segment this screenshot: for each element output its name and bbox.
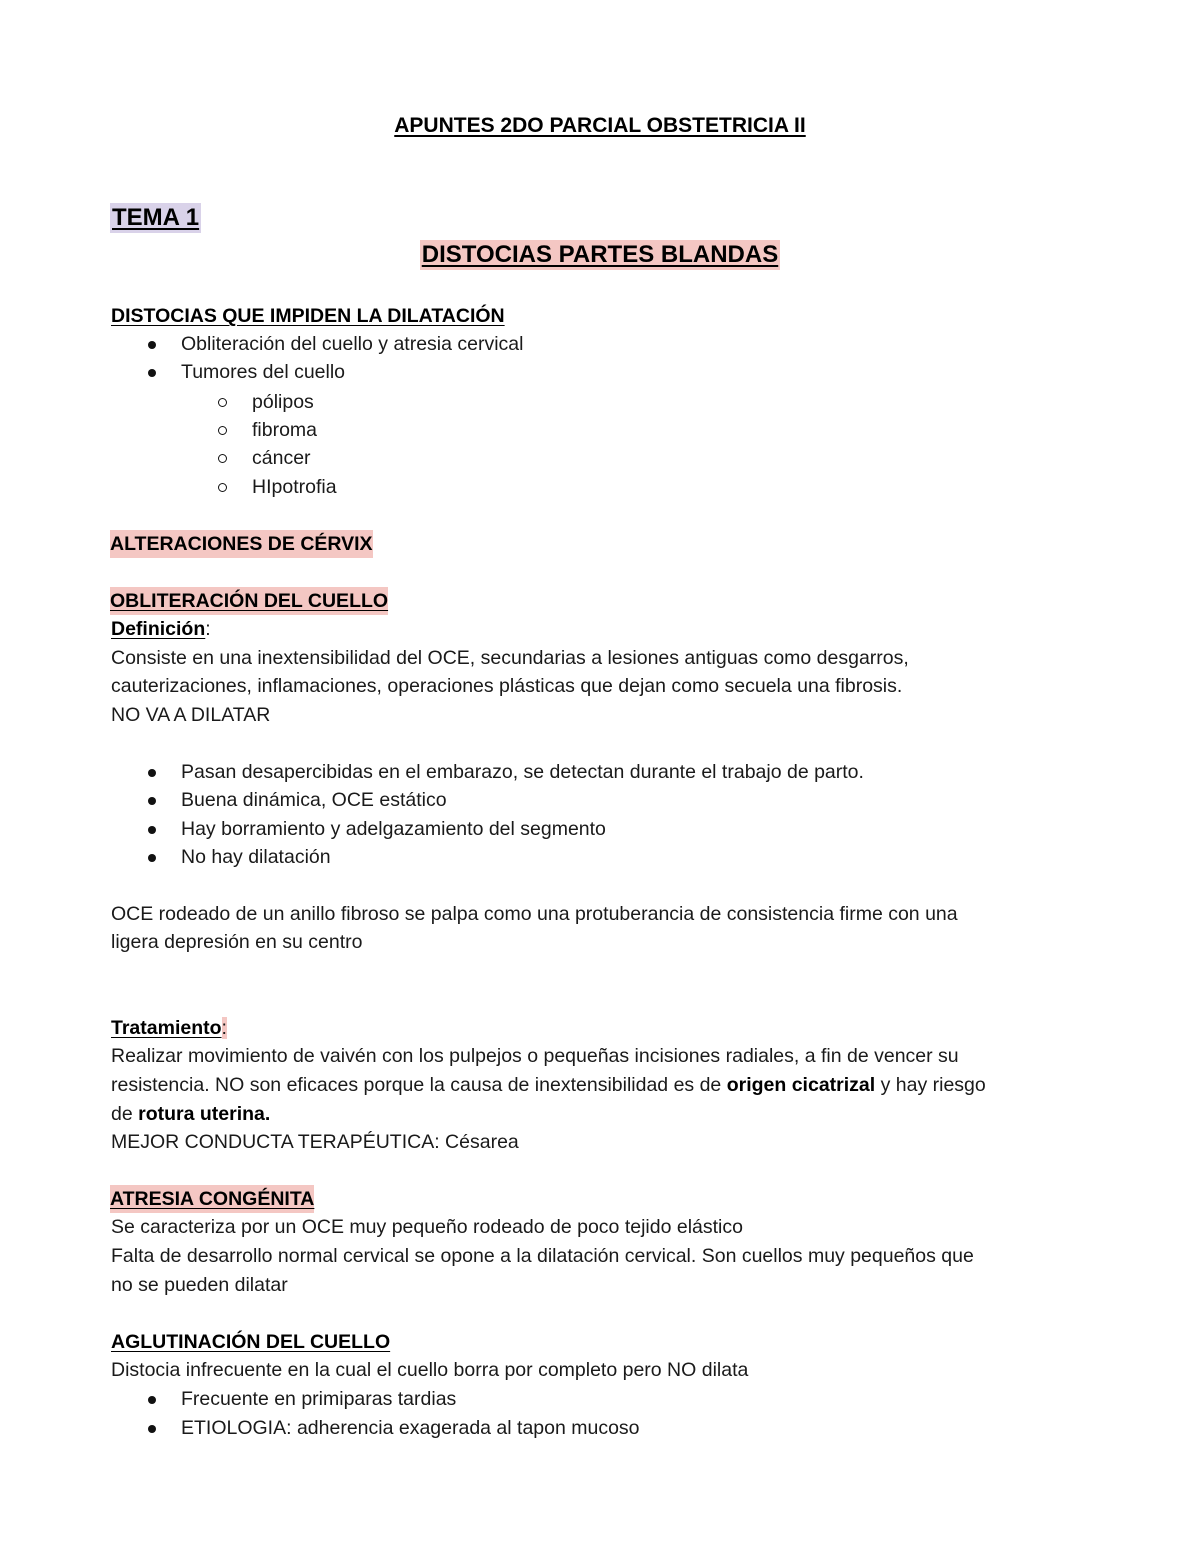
paragraph-line: ligera depresión en su centro [111,931,363,953]
bullet-dot [148,1396,156,1404]
paragraph-line: Se caracteriza por un OCE muy pequeño rodeado de poco tejido elástico [111,1216,743,1238]
list-item: Obliteración del cuello y atresia cervical [181,333,524,355]
paragraph-line: no se pueden dilatar [111,1274,288,1296]
section-heading-cervix: ALTERACIONES DE CÉRVIX [110,530,373,558]
section-heading-atresia: ATRESIA CONGÉNITA [110,1185,314,1213]
list-item: Hay borramiento y adelgazamiento del segmento [181,818,606,840]
list-item: No hay dilatación [181,846,331,868]
text-run: y hay riesgo [875,1074,986,1096]
bullet-dot [148,769,156,777]
sub-list-item: fibroma [252,419,318,441]
document-title: APUNTES 2DO PARCIAL OBSTETRICIA II [394,114,806,137]
definition-label: Definición [111,618,206,640]
paragraph-line: MEJOR CONDUCTA TERAPÉUTICA: Césarea [111,1131,519,1153]
bullet-dot [148,797,156,805]
section-heading-obliteracion: OBLITERACIÓN DEL CUELLO [110,587,388,615]
paragraph-line: Distocia infrecuente en la cual el cuello borra por completo pero NO dilata [111,1359,749,1381]
bullet-circle [218,398,227,407]
paragraph-line: Realizar movimiento de vaivén con los pulpejos o pequeñas incisiones radiales, a fin de vencer su [111,1045,959,1067]
bullet-circle [218,426,227,435]
bullet-dot [148,854,156,862]
bold-text-run: rotura uterina. [138,1103,271,1125]
paragraph-line [111,1071,986,1099]
list-item: Pasan desapercibidas en el embarazo, se detectan durante el trabajo de parto. [181,761,864,783]
bullet-circle [218,454,227,463]
bullet-dot [148,341,156,349]
bullet-dot [148,369,156,377]
bullet-dot [148,1425,156,1433]
paragraph-line: Falta de desarrollo normal cervical se opone a la dilatación cervical. Son cuellos muy pequeños que [111,1245,974,1267]
list-item: Tumores del cuello [181,361,346,383]
section-heading-aglutinacion: AGLUTINACIÓN DEL CUELLO [111,1331,391,1353]
main-heading: DISTOCIAS PARTES BLANDAS [421,241,779,268]
paragraph-line: NO VA A DILATAR [111,704,271,726]
text-run: resistencia. NO son eficaces porque la causa de inextensibilidad es de [111,1074,727,1096]
tratamiento-label-line [111,1014,227,1042]
definition-colon: : [205,618,211,640]
bullet-circle [218,483,227,492]
list-item: Buena dinámica, OCE estático [181,789,447,811]
tratamiento-label: Tratamiento [111,1017,222,1039]
main-heading-wrap [0,240,1200,270]
bullet-dot [148,826,156,834]
sub-list-item: HIpotrofia [252,476,337,498]
sub-list-item: cáncer [252,447,311,469]
paragraph-line: OCE rodeado de un anillo fibroso se palpa como una protuberancia de consistencia firme con una [111,903,958,925]
list-item: Frecuente en primiparas tardias [181,1388,457,1410]
definition-label-line [111,615,211,643]
paragraph-line: Consiste en una inextensibilidad del OCE, secundarias a lesiones antiguas como desgarros, [111,647,909,669]
paragraph-line [111,1100,270,1128]
sub-list-item: pólipos [252,391,314,413]
paragraph-line: cauterizaciones, inflamaciones, operaciones plásticas que dejan como secuela una fibrosis. [111,675,903,697]
text-run: de [111,1103,139,1125]
list-item: ETIOLOGIA: adherencia exagerada al tapon mucoso [181,1417,640,1439]
tratamiento-colon: : [221,1017,227,1039]
section-heading-dilatacion: DISTOCIAS QUE IMPIDEN LA DILATACIÓN [111,305,505,327]
tema-heading: TEMA 1 [112,204,200,231]
bold-text-run: origen cicatrizal [726,1074,876,1096]
